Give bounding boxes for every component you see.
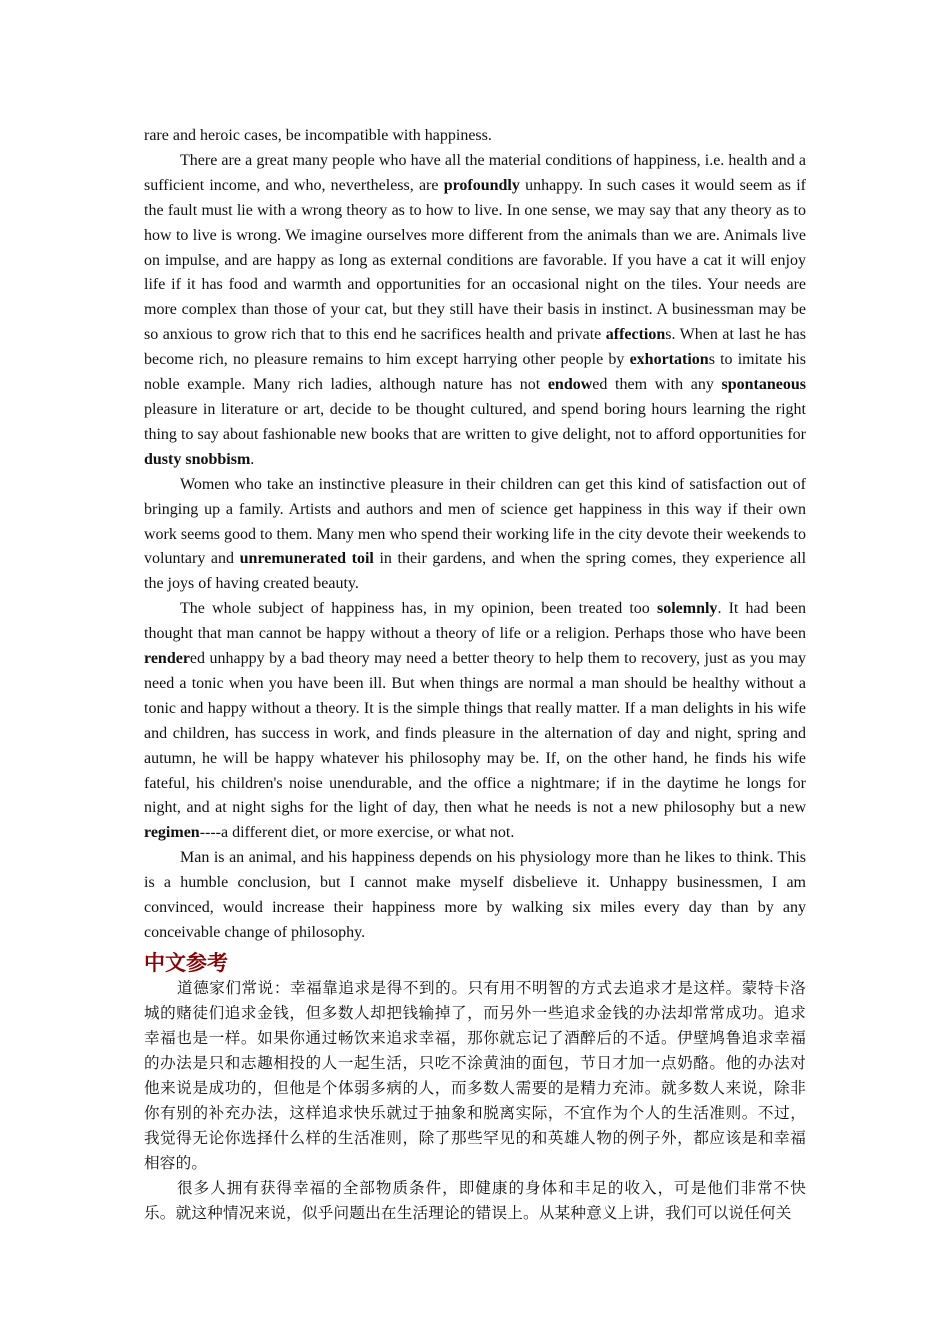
paragraph-3 — [144, 473, 806, 598]
paragraph-2 — [144, 149, 806, 473]
vocab-dusty-snobbism: dusty snobbism — [144, 450, 251, 468]
text-run: The whole subject of happiness has, in my opinion, been treated too — [180, 600, 657, 618]
vocab-regimen: regimen — [144, 824, 200, 842]
vocab-unremunerated-toil: unremunerated toil — [239, 550, 374, 568]
text-run: There are a great many people who have all the material conditions of happiness, i.e. health and a sufficient income, and who, nevertheless, are — [144, 151, 806, 194]
vocab-exhortation: exhortation — [629, 351, 709, 369]
chinese-reference-heading: 中文参考 — [144, 950, 228, 975]
vocab-affection: affection — [605, 326, 666, 344]
vocab-solemnly: solemnly — [656, 600, 718, 618]
text-run: ed unhappy by a bad theory may need a better theory to help them to recovery, just as you may need a tonic when you have been ill. But when things are normal a man should be healthy without a tonic and happy without a theory. It is the simple things that really matter. If a man delights in his wife and children, has success in work, and finds pleasure in the alternation of day and night, spring and autumn, he will be happy whatever his philosophy may be. If, on the other hand, he finds his wife fateful, his children's noise unendurable, and the office a nightmare; if in the daytime he longs for night, and at night sighs for the light of day, then what he needs is not a new philosophy but a new — [144, 650, 806, 817]
paragraph-5: Man is an animal, and his happiness depends on his physiology more than he likes to think. This is a humble conclusion, but I cannot make myself disbelieve it. Unhappy businessmen, I am convinced, would increase their happiness more by walking six miles every day than by any conceivable change of philosophy. — [144, 849, 806, 941]
paragraph-1: rare and heroic cases, be incompatible with happiness. — [144, 127, 492, 144]
vocab-profoundly: profoundly — [443, 176, 520, 194]
text-run: in their gardens, and when the spring comes, they experience all the joys of having created beauty. — [144, 550, 807, 593]
text-run: pleasure in literature or art, decide to be thought cultured, and spend boring hours learning the right thing to say about fashionable new books that are written to give delight, not to afford opportunities for — [144, 400, 806, 443]
text-run: s to imitate his noble example. Many rich ladies, although nature has not — [144, 351, 807, 394]
text-run: Women who take an instinctive pleasure in their children can get this kind of satisfaction out of bringing up a family. Artists and authors and men of science get happiness in this way if their own work seems good to them. Many men who spend their working life in the city devote their weekends to voluntary and — [144, 475, 806, 568]
text-run: unhappy. In such cases it would seem as if the fault must lie with a wrong theory as to how to live. In one sense, we may say that any theory as to how to live is wrong. We imagine ourselves more different from the animals than we are. Animals live on impulse, and are happy as long as external conditions are favorable. If you have a cat it will enjoy life if it has food and warmth and opportunities for an occasional night on the tiles. Your needs are more complex than those of your cat, but they still have their basis in instinct. A businessman may be so anxious to grow rich that to this end he sacrifices health and private — [144, 176, 807, 344]
document-body — [144, 124, 806, 1226]
text-run: . — [250, 450, 255, 468]
text-run: . It had been thought that man cannot be happy without a theory of life or a religion. Perhaps those who have been — [144, 600, 807, 643]
chinese-paragraph-1: 道德家们常说：幸福靠追求是得不到的。只有用不明智的方式去追求才是这样。蒙特卡洛城的赌徒们追求金钱，但多数人却把钱输掉了，而另外一些追求金钱的办法却常常成功。追求幸福也是一样。如果你通过畅饮来追求幸福，那你就忘记了酒醉后的不适。伊壁鸠鲁追求幸福的办法是只和志趣相投的人一起生活，只吃不涂黄油的面包，节日才加一点奶酪。他的办法对他来说是成功的，但他是个体弱多病的人，而多数人需要的是精力充沛。就多数人来说，除非你有别的补充办法，这样追求快乐就过于抽象和脱离实际，不宜作为个人的生活准则。不过，我觉得无论你选择什么样的生活准则，除了那些罕见的和英雄人物的例子外，都应该是和幸福相容的。 — [144, 979, 806, 1172]
paragraph-4 — [144, 597, 806, 846]
vocab-endow: endow — [547, 376, 593, 394]
vocab-spontaneous: spontaneous — [721, 376, 806, 394]
text-run: ed them with any — [592, 376, 722, 394]
vocab-render: render — [144, 650, 190, 668]
text-run: ----a different diet, or more exercise, or what not. — [199, 824, 515, 842]
text-run: s. When at last he has become rich, no pleasure remains to him except harrying other people by — [144, 326, 807, 369]
chinese-paragraph-2: 很多人拥有获得幸福的全部物质条件，即健康的身体和丰足的收入，可是他们非常不快乐。就这种情况来说，似乎问题出在生活理论的错误上。从某种意义上讲，我们可以说任何关 — [144, 1179, 806, 1222]
